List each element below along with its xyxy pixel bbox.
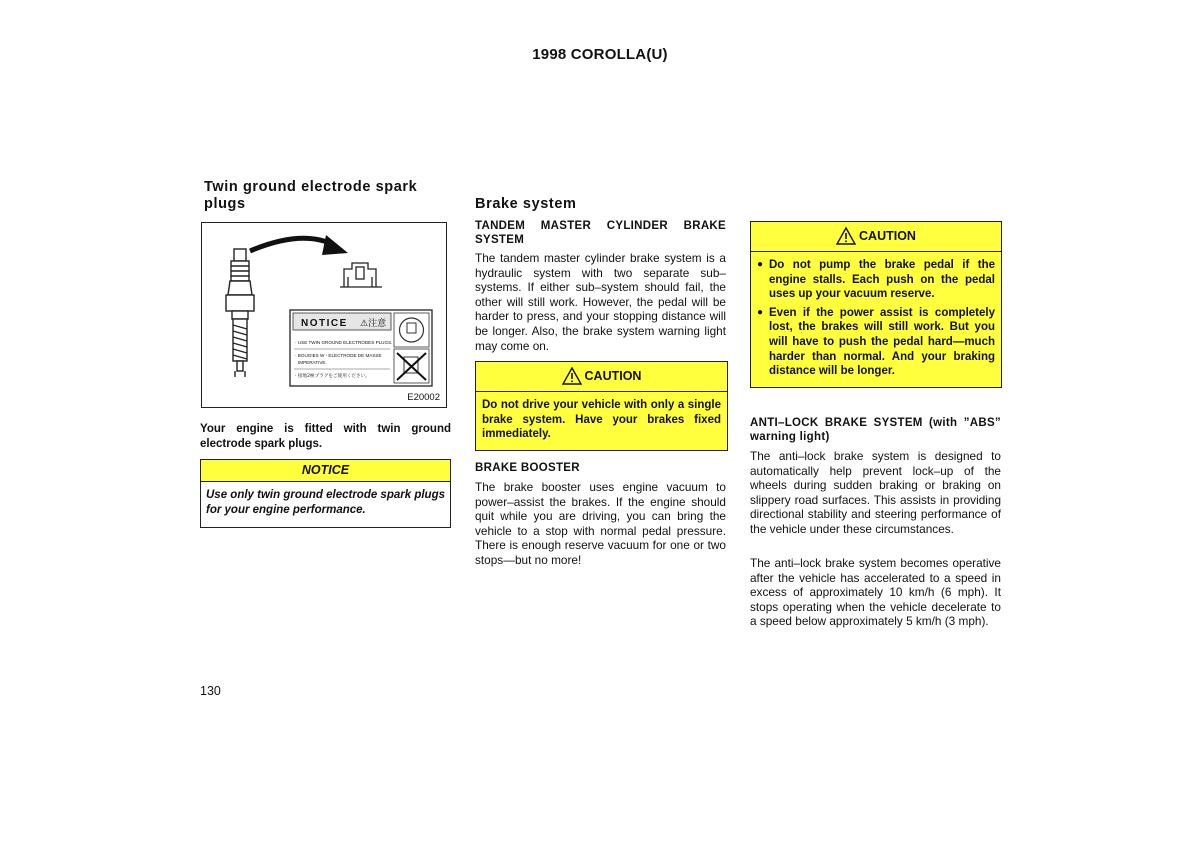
caution-body — [751, 252, 1001, 387]
anti-lock-paragraph-1: The anti–lock brake system is designed to automatically help prevent lock–up of the wheels during sudden braking or braking on slippery road surfaces. This assists in providing directional stability and steering performance of the vehicle under these circumstances. — [750, 449, 1001, 536]
spark-plug-intro: Your engine is fitted with twin ground electrode spark plugs. — [200, 423, 451, 450]
spark-plug-figure — [201, 222, 447, 408]
label-notice-text: NOTICE — [301, 318, 348, 329]
spark-plug-illustration — [202, 223, 446, 407]
figure-code: E20002 — [407, 392, 440, 403]
label-notice-jp-text: ⚠注意 — [360, 319, 387, 329]
caution-bullet: ● Do not pump the brake pedal if the engine stalls. Each push on the pedal uses up your vacuum reserve. — [757, 259, 995, 301]
caution-header — [476, 362, 727, 392]
label-line-1: · USE TWIN GROUND ELECTRODES PLUGS. — [295, 340, 393, 345]
section-heading-brake-system: Brake system — [475, 196, 577, 212]
caution-title: CAUTION — [859, 229, 916, 243]
page-number: 130 — [200, 684, 221, 698]
notice-title: NOTICE — [201, 460, 450, 482]
warning-triangle-icon — [562, 367, 582, 385]
label-line-3: IMPERATIVE. — [298, 360, 327, 365]
caution-box-single-brake — [475, 361, 728, 451]
anti-lock-paragraph-2: The anti–lock brake system becomes operative after the vehicle has accelerated to a speed in excess of approximately 10 km/h (6 mph). It stops operating when the vehicle decelerate to a speed below approximately 5 km/h (3 mph). — [750, 556, 1001, 629]
caution-box-pump-pedal — [750, 221, 1002, 388]
label-line-2: · BOUGIES W - ELECTRODE DE MASSE — [295, 353, 382, 358]
warning-triangle-icon — [836, 227, 856, 245]
notice-label-graphic — [290, 310, 432, 386]
label-line-4: · 接地2極プラグをご使用ください。 — [295, 374, 370, 379]
notice-body: Use only twin ground electrode spark plugs for your engine performance. — [206, 489, 445, 516]
subheading-tandem-master: TANDEM MASTER CYLINDER BRAKE SYSTEM — [475, 220, 726, 246]
subheading-anti-lock: ANTI–LOCK BRAKE SYSTEM (with ”ABS” warning light) — [750, 417, 1001, 443]
caution-title: CAUTION — [584, 369, 642, 383]
brake-booster-paragraph: The brake booster uses engine vacuum to power–assist the brakes. If the engine should quit while you are driving, you can bring the vehicle to a stop with normal pedal pressure. There is enough reserve vacuum for one or two stops—but no more! — [475, 480, 726, 567]
bullet-dot-icon: ● — [757, 259, 764, 270]
caution-bullet: ● Even if the power assist is completely lost, the brakes will still work. But you will have to push the pedal hard—much harder than normal. And your braking distance will be longer. — [757, 306, 995, 378]
page-header-title: 1998 COROLLA(U) — [532, 46, 668, 63]
subheading-brake-booster: BRAKE BOOSTER — [475, 462, 580, 474]
section-heading-spark-plugs: Twin ground electrode spark plugs — [204, 179, 418, 212]
caution-body: Do not drive your vehicle with only a single brake system. Have your brakes fixed immediately. — [482, 399, 721, 441]
notice-box — [200, 459, 451, 528]
bullet-dot-icon: ● — [757, 306, 764, 318]
tandem-master-paragraph: The tandem master cylinder brake system is a hydraulic system with two separate sub–systems. If either sub–system should fail, the other will still work. However, the pedal will be harder to press, and your stopping distance will be longer. Also, the brake system warning light may come on. — [475, 251, 726, 353]
caution-header — [751, 222, 1001, 252]
